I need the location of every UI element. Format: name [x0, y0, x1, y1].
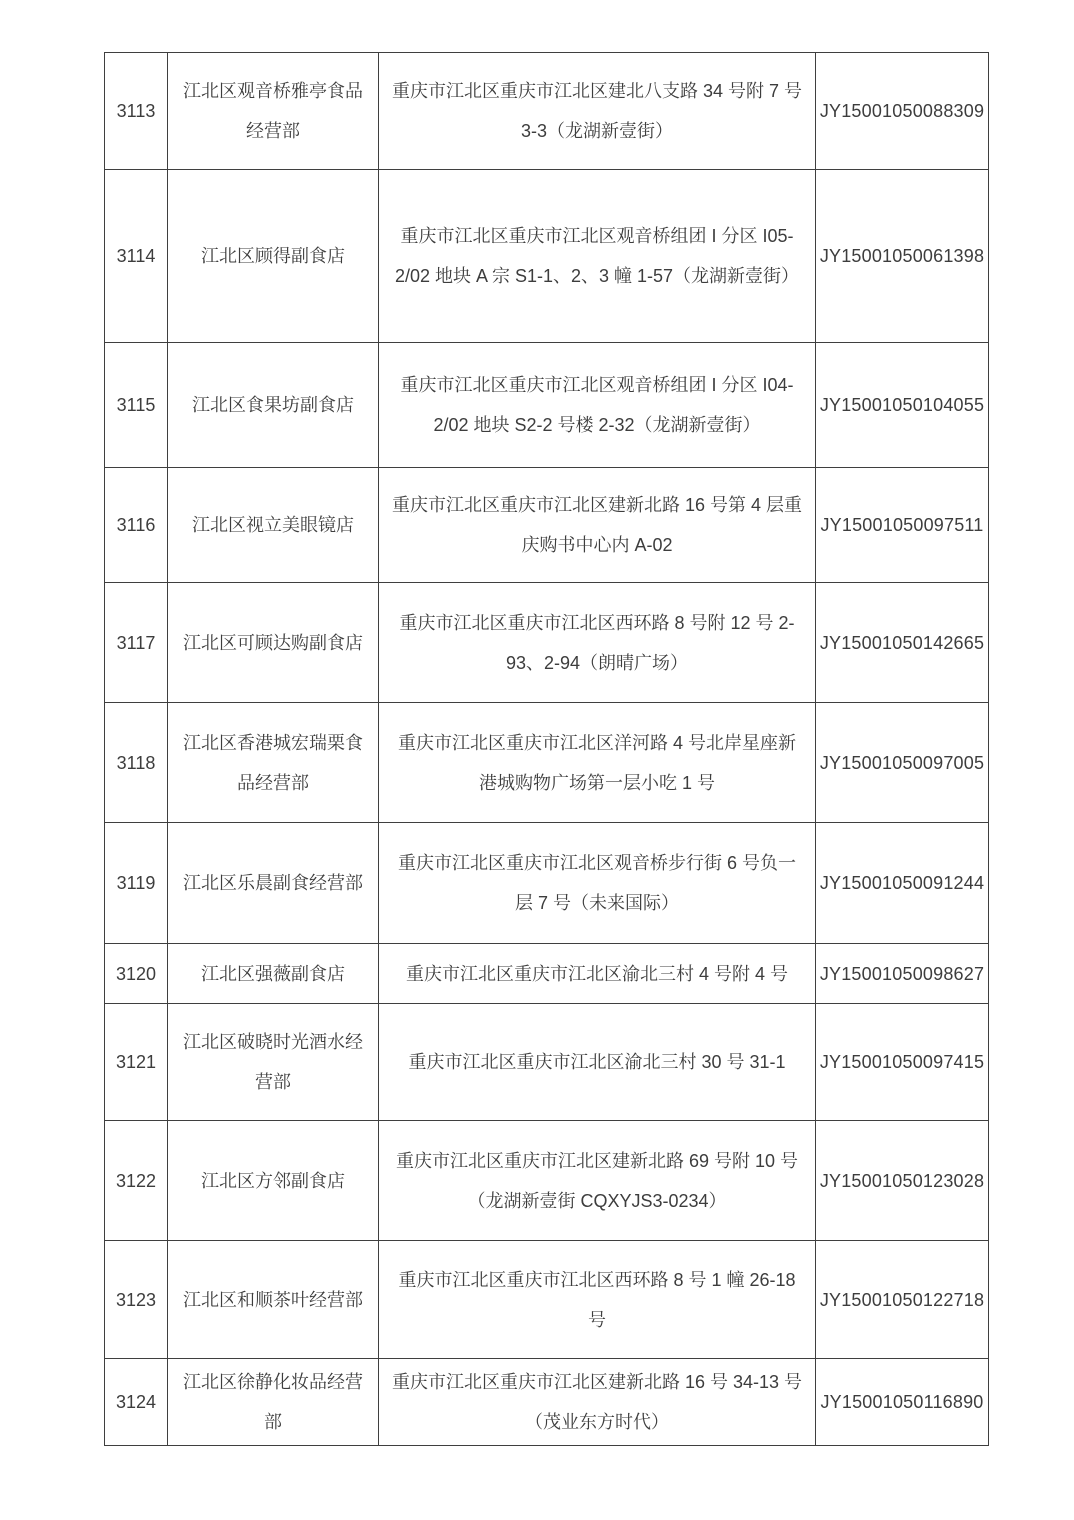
table-row: [105, 343, 989, 468]
license-number-cell: JY15001050088309: [816, 53, 989, 170]
row-number-cell: 3113: [105, 53, 168, 170]
business-address-cell: 重庆市江北区重庆市江北区洋河路 4 号北岸星座新港城购物广场第一层小吃 1 号: [379, 703, 816, 823]
table-row: [105, 170, 989, 343]
license-number-cell: JY15001050097511: [816, 468, 989, 583]
business-name-cell: 江北区和顺茶叶经营部: [168, 1241, 379, 1359]
table-row: [105, 1241, 989, 1359]
table-row: [105, 1121, 989, 1241]
business-address-cell: 重庆市江北区重庆市江北区建新北路 16 号 34-13 号（茂业东方时代）: [379, 1359, 816, 1446]
table-row: [105, 1359, 989, 1446]
row-number-cell: 3122: [105, 1121, 168, 1241]
license-number-cell: JY15001050122718: [816, 1241, 989, 1359]
business-address-cell: 重庆市江北区重庆市江北区西环路 8 号附 12 号 2-93、2-94（朗晴广场）: [379, 583, 816, 703]
business-address-cell: 重庆市江北区重庆市江北区渝北三村 30 号 31-1: [379, 1004, 816, 1121]
row-number-cell: 3123: [105, 1241, 168, 1359]
license-number-cell: JY15001050097415: [816, 1004, 989, 1121]
business-name-cell: 江北区强薇副食店: [168, 944, 379, 1004]
license-number-cell: JY15001050142665: [816, 583, 989, 703]
row-number-cell: 3124: [105, 1359, 168, 1446]
row-number-cell: 3120: [105, 944, 168, 1004]
business-name-cell: 江北区方邻副食店: [168, 1121, 379, 1241]
business-address-cell: 重庆市江北区重庆市江北区西环路 8 号 1 幢 26-18 号: [379, 1241, 816, 1359]
license-number-cell: JY15001050097005: [816, 703, 989, 823]
business-name-cell: 江北区破晓时光酒水经营部: [168, 1004, 379, 1121]
table-row: [105, 703, 989, 823]
table-row: [105, 583, 989, 703]
row-number-cell: 3119: [105, 823, 168, 944]
business-address-cell: 重庆市江北区重庆市江北区渝北三村 4 号附 4 号: [379, 944, 816, 1004]
business-license-table-body: [105, 53, 989, 1446]
table-row: [105, 1004, 989, 1121]
business-address-cell: 重庆市江北区重庆市江北区建北八支路 34 号附 7 号 3-3（龙湖新壹街）: [379, 53, 816, 170]
row-number-cell: 3116: [105, 468, 168, 583]
table-row: [105, 53, 989, 170]
business-name-cell: 江北区可顾达购副食店: [168, 583, 379, 703]
license-number-cell: JY15001050091244: [816, 823, 989, 944]
business-address-cell: 重庆市江北区重庆市江北区观音桥组团 I 分区 I04-2/02 地块 S2-2 号楼 2-32（龙湖新壹街）: [379, 343, 816, 468]
license-number-cell: JY15001050098627: [816, 944, 989, 1004]
business-address-cell: 重庆市江北区重庆市江北区观音桥步行街 6 号负一层 7 号（未来国际）: [379, 823, 816, 944]
table-row: [105, 823, 989, 944]
business-address-cell: 重庆市江北区重庆市江北区观音桥组团 I 分区 I05-2/02 地块 A 宗 S1-1、2、3 幢 1-57（龙湖新壹街）: [379, 170, 816, 343]
business-name-cell: 江北区食果坊副食店: [168, 343, 379, 468]
business-address-cell: 重庆市江北区重庆市江北区建新北路 69 号附 10 号（龙湖新壹街 CQXYJS3-0234）: [379, 1121, 816, 1241]
row-number-cell: 3115: [105, 343, 168, 468]
row-number-cell: 3118: [105, 703, 168, 823]
business-license-table: [104, 52, 989, 1446]
license-number-cell: JY15001050123028: [816, 1121, 989, 1241]
license-number-cell: JY15001050104055: [816, 343, 989, 468]
license-number-cell: JY15001050116890: [816, 1359, 989, 1446]
business-name-cell: 江北区视立美眼镜店: [168, 468, 379, 583]
table-row: [105, 944, 989, 1004]
table-row: [105, 468, 989, 583]
row-number-cell: 3114: [105, 170, 168, 343]
business-name-cell: 江北区香港城宏瑞栗食品经营部: [168, 703, 379, 823]
business-name-cell: 江北区徐静化妆品经营部: [168, 1359, 379, 1446]
row-number-cell: 3121: [105, 1004, 168, 1121]
license-number-cell: JY15001050061398: [816, 170, 989, 343]
business-name-cell: 江北区观音桥雅亭食品经营部: [168, 53, 379, 170]
business-address-cell: 重庆市江北区重庆市江北区建新北路 16 号第 4 层重庆购书中心内 A-02: [379, 468, 816, 583]
business-name-cell: 江北区乐晨副食经营部: [168, 823, 379, 944]
row-number-cell: 3117: [105, 583, 168, 703]
business-name-cell: 江北区顾得副食店: [168, 170, 379, 343]
